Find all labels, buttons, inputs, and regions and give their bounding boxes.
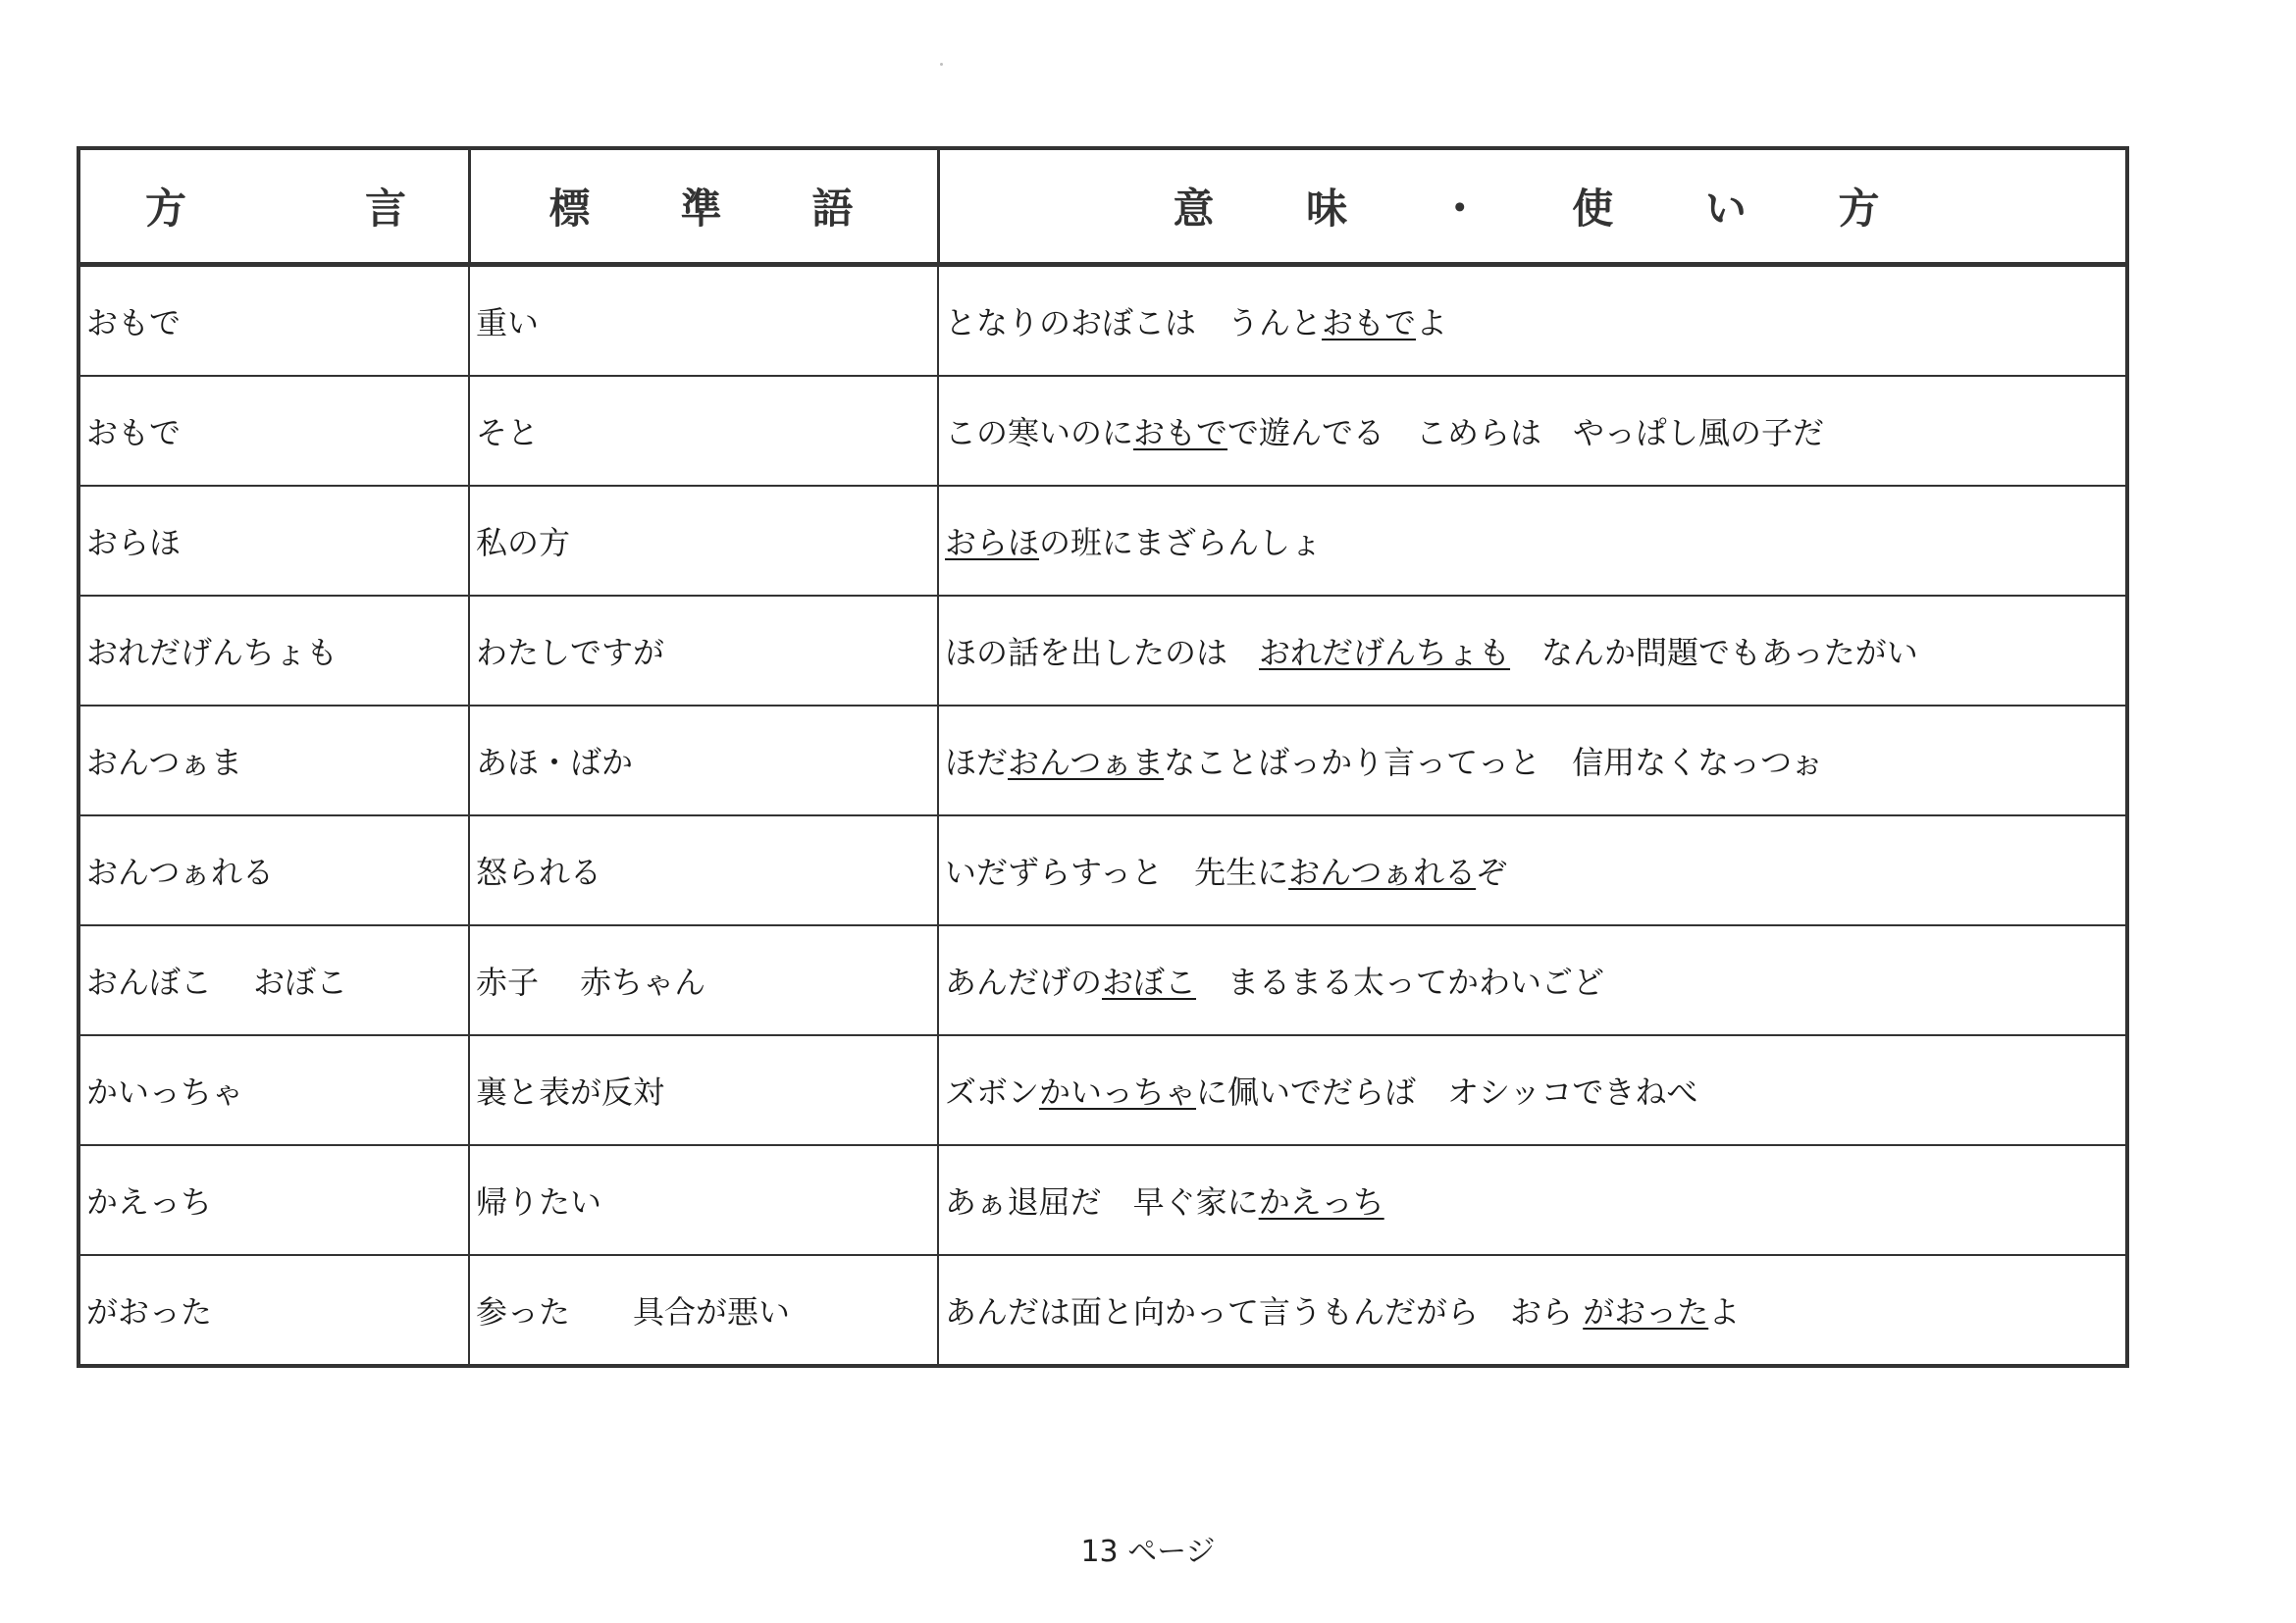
standard-cell: そと [469,376,938,486]
header-standard-label: 標 準 語 [548,184,854,233]
table-row [78,486,2127,596]
table-row [78,815,2127,925]
dialect-cell: おんつぁま [78,706,469,815]
header-standard [469,148,938,265]
usage-text: ほだ [945,744,1009,781]
standard-cell: 裏と表が反対 [469,1035,938,1145]
header-dialect [78,148,469,265]
header-row [78,148,2127,265]
table-row [78,376,2127,486]
usage-cell [938,706,2127,815]
standard-cell: 怒られる [469,815,938,925]
usage-text: に佩いでだらば オシッコできねべ [1196,1073,1698,1111]
usage-text: あんだは面と向かって言うもんだがら おら [945,1293,1584,1331]
usage-cell [938,596,2127,706]
usage-text: なんか問題でもあったがい [1510,634,1918,671]
usage-highlight: おもで [1133,414,1228,451]
usage-highlight: おれだげんちょも [1259,634,1511,671]
dialect-table [77,146,2129,1368]
dialect-cell: おんぼこ おぼこ [78,925,469,1035]
header-dialect-label: 方 言 [145,184,406,233]
table-row [78,1035,2127,1145]
standard-cell: 私の方 [469,486,938,596]
usage-text: いだずらすっと 先生に [945,854,1289,891]
usage-text: となりのおぼこは うんと [945,304,1323,341]
dialect-cell: おもで [78,265,469,377]
usage-highlight: おもで [1322,304,1417,341]
usage-text: あんだげの [945,964,1103,1001]
table-row [78,265,2127,377]
usage-text: よ [1416,304,1448,341]
usage-cell [938,486,2127,596]
header-meaning-usage-label: 意 味 ・ 使 い 方 [1173,184,1880,233]
usage-cell [938,925,2127,1035]
usage-text: の班にまざらんしょ [1039,524,1323,561]
usage-cell [938,1145,2127,1255]
usage-text: よ [1708,1293,1741,1331]
table-body [78,265,2127,1367]
usage-text: この寒いのに [945,414,1134,451]
usage-cell [938,1255,2127,1366]
usage-cell [938,815,2127,925]
usage-text: ぞ [1476,854,1508,891]
standard-cell: 赤子 赤ちゃん [469,925,938,1035]
scan-artifact [940,63,943,66]
table-row [78,1145,2127,1255]
standard-cell: 重い [469,265,938,377]
usage-highlight: おぼこ [1102,964,1197,1001]
usage-highlight: がおった [1583,1293,1709,1331]
usage-text: で遊んでる こめらは やっぱし風の子だ [1227,414,1825,451]
usage-highlight: かいっちゃ [1039,1073,1197,1111]
usage-text: ほの話を出したのは [945,634,1260,671]
usage-text: あぁ退屈だ 早ぐ家に [945,1183,1259,1221]
usage-text: ズボン [945,1073,1040,1111]
standard-cell: 帰りたい [469,1145,938,1255]
dialect-cell: がおった [78,1255,469,1366]
usage-highlight: おんつぁま [1008,744,1165,781]
usage-highlight: おらほ [945,524,1040,561]
table-row [78,596,2127,706]
header-meaning-usage [938,148,2127,265]
page-number: 13 ページ [1080,1535,1216,1569]
dialect-cell: おもで [78,376,469,486]
usage-text: なことばっかり言ってっと 信用なくなっつぉ [1164,744,1823,781]
dialect-cell: かえっち [78,1145,469,1255]
standard-cell: 参った 具合が悪い [469,1255,938,1366]
usage-highlight: かえっち [1258,1183,1384,1221]
usage-highlight: おんつぁれる [1288,854,1477,891]
table-row [78,925,2127,1035]
dialect-cell: おんつぁれる [78,815,469,925]
table-row [78,1255,2127,1366]
usage-cell [938,1035,2127,1145]
usage-cell [938,376,2127,486]
standard-cell: わたしですが [469,596,938,706]
usage-cell [938,265,2127,377]
dialect-cell: おれだげんちょも [78,596,469,706]
dialect-cell: おらほ [78,486,469,596]
table-row [78,706,2127,815]
usage-text: まるまる太ってかわいごど [1196,964,1605,1001]
standard-cell: あほ・ばか [469,706,938,815]
dialect-cell: かいっちゃ [78,1035,469,1145]
